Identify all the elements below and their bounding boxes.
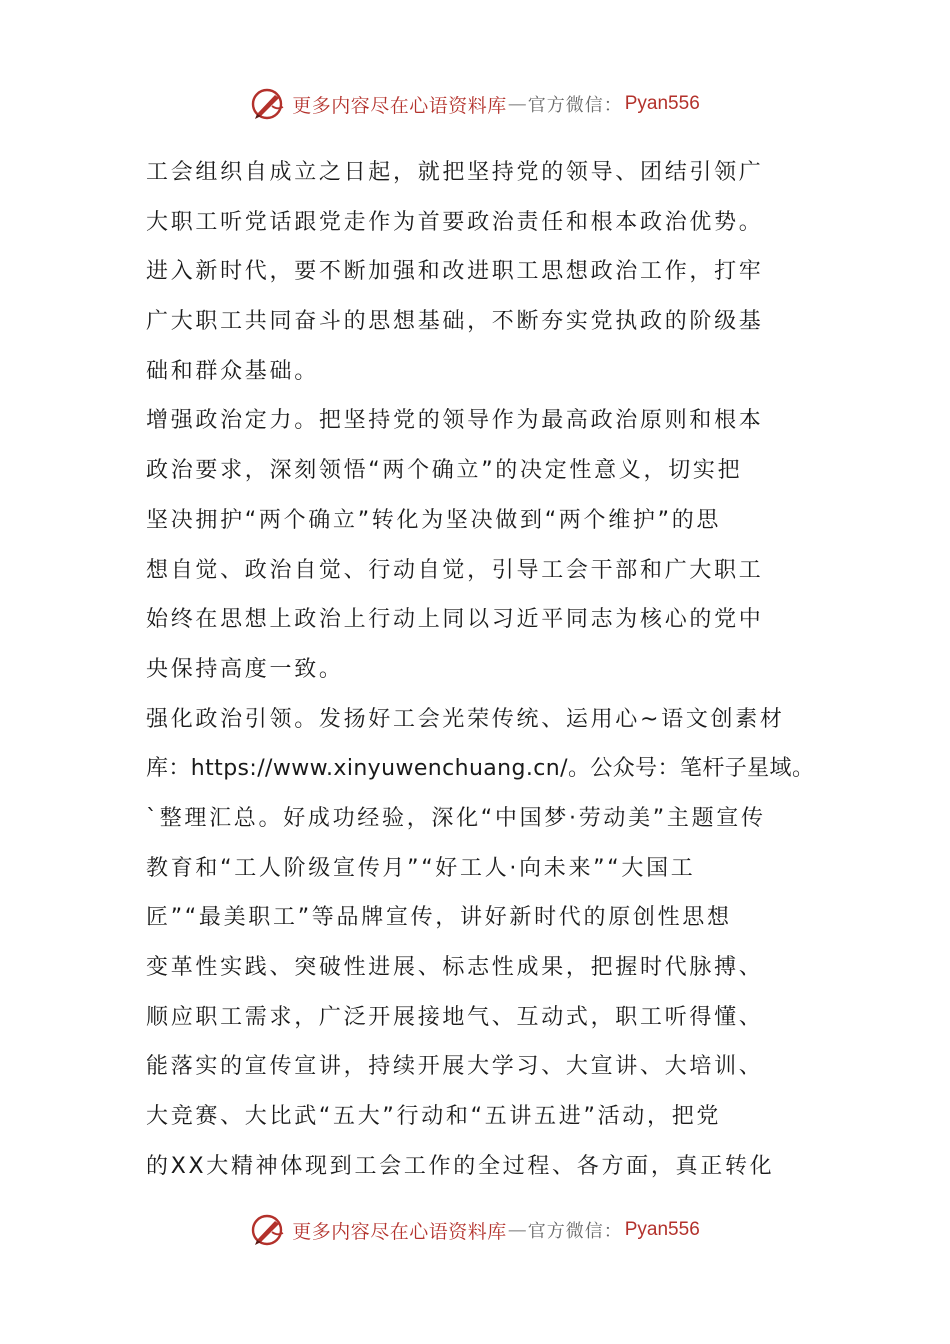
banner-dash: — — [507, 93, 527, 115]
pen-seal-icon — [250, 1212, 286, 1248]
text-line: 能落实的宣传宣讲，持续开展大学习、大宣讲、大培训、 — [146, 1054, 764, 1080]
text-line: 的XX大精神体现到工会工作的全过程、各方面，真正转化 — [146, 1153, 775, 1179]
banner-dash: — — [507, 1219, 527, 1241]
text-line: 础和群众基础。 — [146, 358, 319, 384]
banner-brand: 更多内容尽在心语资料库 — [292, 94, 507, 117]
banner-official-label: 官方微信： — [527, 95, 623, 116]
text-line: 坚决拥护“两个确立”转化为坚决做到“两个维护”的思 — [146, 507, 722, 533]
footer-banner — [0, 1208, 950, 1252]
text-line: 始终在思想上政治上行动上同以习近平同志为核心的党中 — [146, 607, 764, 633]
banner-wechat-id: Pyan556 — [624, 93, 700, 114]
text-line: 强化政治引领。发扬好工会光荣传统、运用心~语文创素材 — [146, 706, 785, 732]
text-line: 央保持高度一致。 — [146, 656, 344, 682]
banner-official-label: 官方微信： — [527, 1221, 623, 1242]
text-line: 顺应职工需求，广泛开展接地气、互动式，职工听得懂、 — [146, 1004, 764, 1030]
document-body — [146, 148, 816, 1191]
text-line: 进入新时代，要不断加强和改进职工思想政治工作，打牢 — [146, 259, 764, 285]
banner-wechat-id: Pyan556 — [624, 1219, 700, 1240]
text-line: 教育和“工人阶级宣传月”“好工人·向未来”“大国工 — [146, 855, 696, 881]
banner-text — [292, 1217, 700, 1244]
text-line: 大职工听党话跟党走作为首要政治责任和根本政治优势。 — [146, 209, 764, 235]
text-line: 库：https://www.xinyuwenchuang.cn/。公众号：笔杆子星域。 — [146, 756, 815, 782]
text-line: 工会组织自成立之日起，就把坚持党的领导、团结引领广 — [146, 160, 764, 185]
text-line: 政治要求，深刻领悟“两个确立”的决定性意义，切实把 — [146, 458, 743, 484]
text-line: 匠”“最美职工”等品牌宣传，讲好新时代的原创性思想 — [146, 905, 732, 931]
text-line: 变革性实践、突破性进展、标志性成果，把握时代脉搏、 — [146, 955, 764, 980]
text-line: `整理汇总。好成功经验，深化“中国梦·劳动美”主题宣传 — [146, 805, 766, 831]
banner-text — [292, 91, 700, 118]
text-line: 想自觉、政治自觉、行动自觉，引导工会干部和广大职工 — [146, 557, 764, 583]
header-banner — [0, 82, 950, 126]
banner-brand: 更多内容尽在心语资料库 — [292, 1220, 507, 1243]
text-line: 增强政治定力。把坚持党的领导作为最高政治原则和根本 — [146, 408, 764, 434]
text-line: 大竞赛、大比武“五大”行动和“五讲五进”活动，把党 — [146, 1104, 722, 1130]
text-line: 广大职工共同奋斗的思想基础，不断夯实党执政的阶级基 — [146, 309, 764, 335]
pen-seal-icon — [250, 86, 286, 122]
